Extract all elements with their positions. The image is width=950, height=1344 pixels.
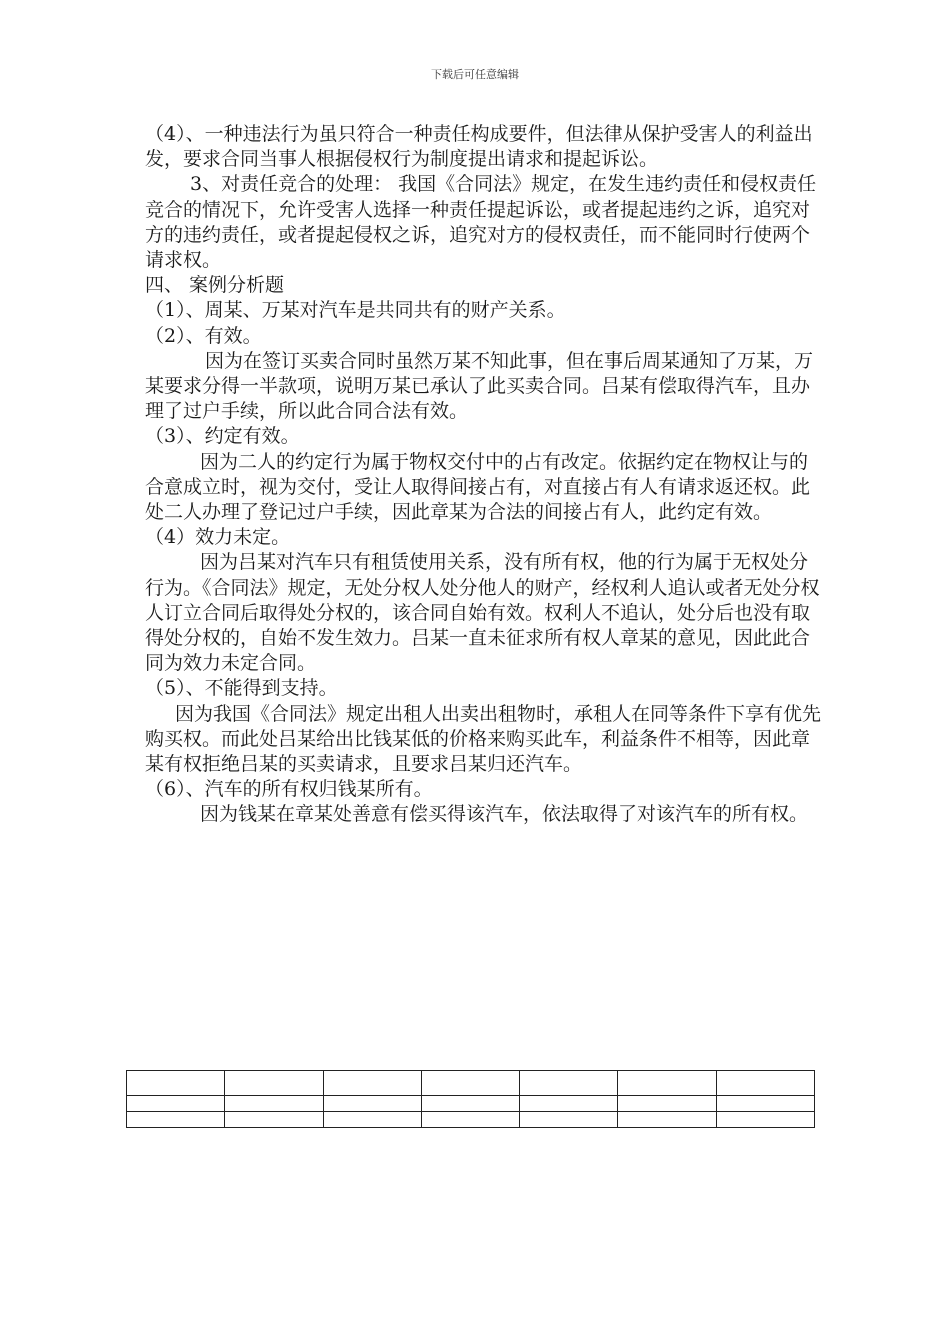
table-cell [225, 1096, 323, 1112]
answer-6: （6）、汽车的所有权归钱某所有。 [145, 778, 433, 801]
section-heading-case-analysis: 四、 案例分析题 [145, 274, 285, 297]
table-cell [421, 1071, 519, 1096]
table-cell [520, 1112, 618, 1128]
table-cell [225, 1112, 323, 1128]
table-cell [323, 1112, 421, 1128]
answer-4: （4）效力未定。 [145, 526, 291, 549]
answer-3-reason: 因为二人的约定行为属于物权交付中的占有改定。依据约定在物权让与的合意成立时，视为交付，受让人取得间接占有，对直接占有人有请求返还权。此处二人办理了登记过户手续，因此章某为合法的间接占有人，此约定有效。 [145, 450, 811, 524]
table-cell [323, 1071, 421, 1096]
table-cell [127, 1071, 225, 1096]
paragraph-liability-concurrence: 3、对责任竞合的处理： 我国《合同法》规定，在发生违约责任和侵权责任竞合的情况下，允许受害人选择一种责任提起诉讼，或者提起违约之诉，追究对方的违约责任，或者提起侵权之诉，追究对方的侵权责任，而不能同时行使两个请求权。 [145, 173, 817, 272]
table-cell [127, 1112, 225, 1128]
answer-3: （3）、约定有效。 [145, 425, 300, 448]
table-cell [520, 1096, 618, 1112]
answer-1: （1）、周某、万某对汽车是共同共有的财产关系。 [145, 299, 566, 322]
empty-table [126, 1070, 815, 1128]
answer-4-reason: 因为吕某对汽车只有租赁使用关系，没有所有权，他的行为属于无权处分行为。《合同法》规定，无处分权人处分他人的财产，经权利人追认或者无处分权人订立合同后取得处分权的，该合同自始有效。权利人不追认，处分后也没有取得处分权的，自始不发生效力。吕某一直未征求所有权人章某的意见，因此此合同为效力未定合同。 [145, 551, 820, 675]
page-header: 下载后可任意编辑 [431, 68, 519, 81]
table-cell [618, 1112, 716, 1128]
answer-5-reason: 因为我国《合同法》规定出租人出卖出租物时，承租人在同等条件下享有优先购买权。而此处吕某给出比钱某低的价格来购买此车，利益条件不相等，因此章某有权拒绝吕某的买卖请求，且要求吕某归还汽车。 [145, 702, 822, 776]
table-cell [618, 1096, 716, 1112]
table-cell [520, 1071, 618, 1096]
table-cell [716, 1071, 814, 1096]
document-body [145, 122, 825, 828]
table-cell [225, 1071, 323, 1096]
table-cell [323, 1096, 421, 1112]
answer-2-reason: 因为在签订买卖合同时虽然万某不知此事，但在事后周某通知了万某，万某要求分得一半款项，说明万某已承认了此买卖合同。吕某有偿取得汽车，且办理了过户手续，所以此合同合法有效。 [145, 349, 814, 423]
table-cell [127, 1096, 225, 1112]
table-cell [421, 1112, 519, 1128]
table-row [127, 1096, 815, 1112]
answer-6-reason: 因为钱某在章某处善意有偿买得该汽车，依法取得了对该汽车的所有权。 [200, 803, 809, 826]
table-row [127, 1071, 815, 1096]
answer-2: （2）、有效。 [145, 324, 262, 347]
answer-5: （5）、不能得到支持。 [145, 677, 338, 700]
table-cell [716, 1096, 814, 1112]
table-cell [716, 1112, 814, 1128]
table-cell [421, 1096, 519, 1112]
table-row [127, 1112, 815, 1128]
table-cell [618, 1071, 716, 1096]
paragraph-tort-claim: （4）、一种违法行为虽只符合一种责任构成要件，但法律从保护受害人的利益出发，要求合同当事人根据侵权行为制度提出请求和提起诉讼。 [145, 123, 813, 171]
